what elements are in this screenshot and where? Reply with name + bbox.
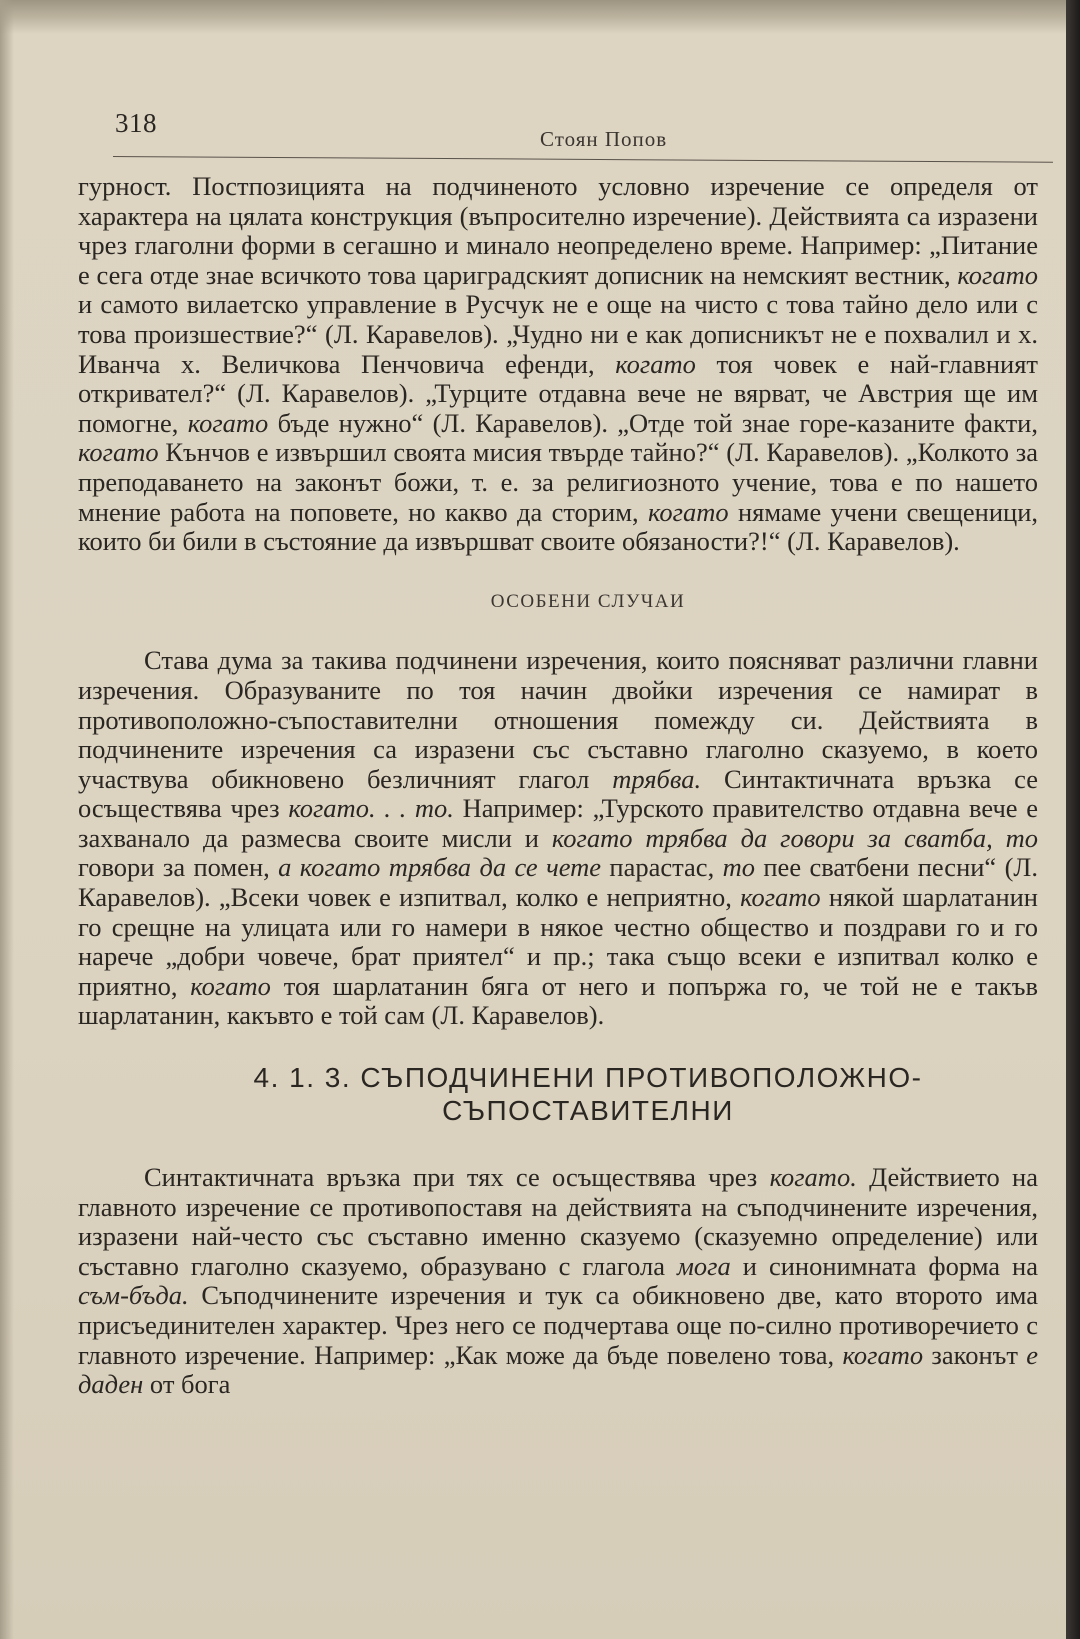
text-run: пее сватбени песни“ (Л. Каравелов). „Всеки човек е изпитвал, колко е неприятно,	[78, 852, 1039, 913]
italic-run: когато. . . то.	[288, 793, 454, 824]
italic-run: когато	[615, 348, 696, 379]
text-run: бъде нужно“ (Л. Каравелов). „Отде той знае горе-казаните факти,	[268, 407, 1038, 438]
text-run: гурност. Постпозицията на подчиненото условно изречение се определя от характера на цялата конструкция (въпросително изречение). Действията са изразени чрез глаголни форми в сегашно и минало неопределено време. Например: „Питание е сега отде знае всичкото това цариградският дописник на немският вестник,	[78, 171, 1038, 290]
text-run: Например: „Турското правителство отдавна вече е захванало да размесва своите мисли и	[78, 793, 1038, 853]
text-run: от бога	[143, 1369, 231, 1400]
text-run: законът	[923, 1339, 1027, 1370]
text-run: някой шарлатанин го срещне на улицата или го намери в някое честно общество и поздрави го и го нарече „добри човече, брат приятел“ и пр.; така също всеки е изпитвал колко е приятно,	[78, 882, 1038, 1001]
italic-run: когато	[647, 496, 729, 527]
text-run: Кънчов е извършил своята мисия твърде тайно?“ (Л. Каравелов). „Колкото за преподаването на законът божи, т. е. за религиозното учение, това е по нашето мнение работа на поповете, но какво да сторим,	[78, 437, 1038, 527]
text-run: нямаме учени свещеници, които би били в състояние да извършват своите обязаности?!“ (Л. Каравелов).	[78, 496, 1038, 557]
italic-run: когато	[957, 259, 1038, 290]
section-title-line: СЪПОСТАВИТЕЛНИ	[442, 1095, 734, 1127]
text-run: Синтактичната връзка се осъществява чрез	[78, 763, 1038, 824]
running-head-author: Стоян Попов	[540, 127, 668, 151]
italic-run: мога	[677, 1250, 731, 1281]
subheading: ОСОБЕНИ СЛУЧАИ	[490, 590, 686, 612]
text-run: Действието на главното изречение се противопоставя на действията на съподчинените изречения, изразени най-често със съставно именно сказуемо (сказуемно определение) или съставно глаголно сказуемо, образувано с глагола	[78, 1162, 1038, 1281]
italic-run: когато	[842, 1339, 924, 1370]
italic-run: когато	[190, 970, 271, 1001]
text-run: Съподчинените изречения и тук са обикновено две, като второто има присъединителен характер. Чрез него се подчертава още по-силно противоречието с главното изречение. Например: „Как може да бъде повелено това,	[78, 1280, 1038, 1370]
italic-run: съм-бъда.	[78, 1280, 189, 1311]
text-run: тоя човек е най-главният откривател?“ (Л. Каравелов). „Турците отдавна вече не вярват, че Австрия ще им помогне,	[78, 348, 1039, 438]
header-rule	[113, 156, 1053, 163]
scan-gutter-shadow	[0, 0, 14, 1639]
page-number: 318	[115, 108, 157, 138]
scan-top-shadow	[0, 0, 1080, 34]
italic-run: а когато трябва да се чете	[278, 852, 602, 883]
section-title	[138, 1061, 1038, 1127]
italic-run: когато	[78, 437, 159, 468]
text-run: Става дума за такива подчинени изречения, които поясняват различни главни изречения. Образуваните по тоя начин двойки изречения се намират в противоположно-съпоставителни отношения помежду си. Действията в подчинените изречения са изразени със съставно глаголно сказуемо, в което участвува обикновено безличният глагол	[78, 645, 1038, 794]
text-run: говори за помен,	[78, 852, 279, 883]
text-run: и самото вилаетско управление в Русчук не е още на чисто с това тайно дело или с това произшествие?“ (Л. Каравелов). „Чудно ни е как дописникът не е похвалил и х. Иванча х. Величкова Пенчовича ефенди,	[78, 289, 1038, 379]
body-text	[78, 172, 1038, 1400]
italic-run: когато.	[769, 1162, 857, 1193]
text-run: парастас,	[601, 852, 723, 883]
text-run: тоя шарлатанин бяга от него и попържа го, че той не е такъв шарлатанин, какъвто е той сам (Л. Каравелов).	[78, 970, 1038, 1031]
italic-run: е даден	[78, 1339, 1038, 1400]
italic-run: то	[722, 852, 755, 883]
text-run: и синонимната форма на	[730, 1250, 1038, 1281]
italic-run: трябва.	[612, 763, 702, 794]
paragraph-section-intro	[78, 1163, 1038, 1400]
italic-run: когато	[740, 882, 821, 913]
section-title-line: 4. 1. 3. СЪПОДЧИНЕНИ ПРОТИВОПОЛОЖНО-	[253, 1062, 923, 1094]
italic-run: когато трябва да говори за сватба, то	[551, 822, 1038, 853]
paragraph-special-cases	[78, 646, 1038, 1031]
paragraph-continued	[78, 172, 1038, 557]
text-run: Синтактичната връзка при тях се осъществява чрез	[144, 1162, 770, 1193]
italic-run: когато	[187, 407, 269, 438]
scan-right-edge	[1066, 0, 1080, 1639]
